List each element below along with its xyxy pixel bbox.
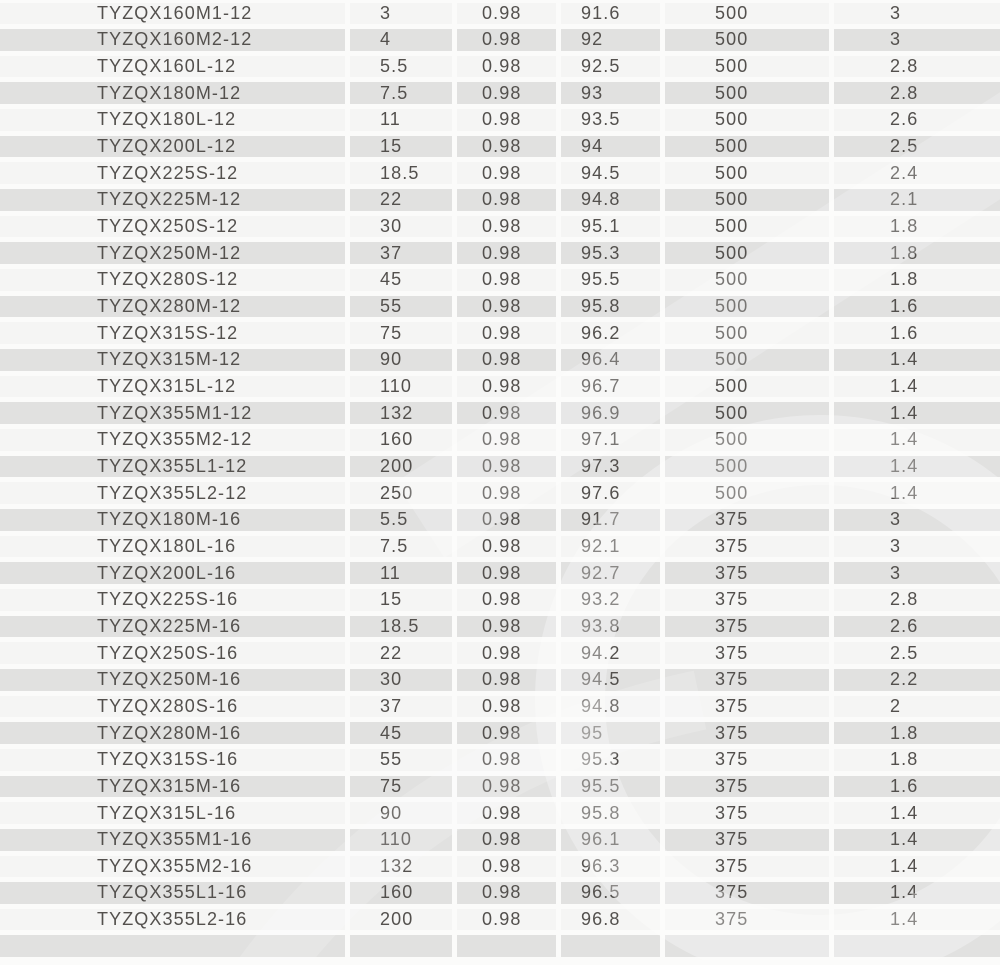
- value-cell: [834, 935, 1000, 957]
- table-row: [0, 453, 1000, 480]
- value-cell: 22: [350, 189, 452, 211]
- value-cell: 500: [665, 349, 829, 371]
- value-cell: 1.8: [834, 242, 1000, 264]
- value-cell: 1.4: [834, 856, 1000, 878]
- value-cell: 500: [665, 56, 829, 78]
- value-cell: 0.98: [457, 136, 556, 158]
- value-cell: 94.5: [561, 162, 660, 184]
- table-row: [0, 826, 1000, 853]
- value-cell: 75: [350, 776, 452, 798]
- value-cell: 110: [350, 829, 452, 851]
- model-cell: TYZQX225M-12: [0, 189, 345, 211]
- model-cell: TYZQX280S-12: [0, 269, 345, 291]
- value-cell: 1.8: [834, 722, 1000, 744]
- value-cell: 45: [350, 722, 452, 744]
- value-cell: 2.8: [834, 589, 1000, 611]
- value-cell: 2: [834, 696, 1000, 718]
- value-cell: 1.4: [834, 482, 1000, 504]
- model-cell: TYZQX355M1-12: [0, 402, 345, 424]
- value-cell: 96.1: [561, 829, 660, 851]
- value-cell: 92.7: [561, 562, 660, 584]
- table-row: [0, 187, 1000, 214]
- model-cell: TYZQX315L-12: [0, 376, 345, 398]
- value-cell: 93.5: [561, 109, 660, 131]
- value-cell: 0.98: [457, 749, 556, 771]
- value-cell: 7.5: [350, 82, 452, 104]
- value-cell: 0.98: [457, 642, 556, 664]
- value-cell: 0.98: [457, 776, 556, 798]
- value-cell: 2.4: [834, 162, 1000, 184]
- value-cell: 1.4: [834, 349, 1000, 371]
- value-cell: 250: [350, 482, 452, 504]
- value-cell: 375: [665, 856, 829, 878]
- value-cell: 500: [665, 376, 829, 398]
- value-cell: 94.8: [561, 189, 660, 211]
- value-cell: 500: [665, 482, 829, 504]
- value-cell: 92.5: [561, 56, 660, 78]
- value-cell: 1.4: [834, 909, 1000, 931]
- value-cell: 0.98: [457, 482, 556, 504]
- model-cell: TYZQX180L-12: [0, 109, 345, 131]
- value-cell: 0.98: [457, 402, 556, 424]
- model-cell: TYZQX180L-16: [0, 536, 345, 558]
- value-cell: 500: [665, 109, 829, 131]
- value-cell: 18.5: [350, 616, 452, 638]
- table-row: [0, 80, 1000, 107]
- value-cell: 0.98: [457, 56, 556, 78]
- model-cell: TYZQX160M2-12: [0, 29, 345, 51]
- value-cell: 30: [350, 669, 452, 691]
- value-cell: 0.98: [457, 589, 556, 611]
- table-row: [0, 533, 1000, 560]
- value-cell: 3: [834, 3, 1000, 25]
- table-row: [0, 427, 1000, 454]
- table-row: [0, 373, 1000, 400]
- value-cell: 3: [834, 509, 1000, 531]
- value-cell: 3: [834, 536, 1000, 558]
- value-cell: 160: [350, 429, 452, 451]
- table-row: [0, 506, 1000, 533]
- value-cell: 500: [665, 242, 829, 264]
- table-row: [0, 27, 1000, 54]
- value-cell: 0.98: [457, 216, 556, 238]
- value-cell: 500: [665, 189, 829, 211]
- table-row: [0, 240, 1000, 267]
- value-cell: 500: [665, 82, 829, 104]
- value-cell: 95: [561, 722, 660, 744]
- value-cell: 2.6: [834, 616, 1000, 638]
- table-row: [0, 933, 1000, 960]
- value-cell: 95.8: [561, 296, 660, 318]
- value-cell: 375: [665, 722, 829, 744]
- model-cell: TYZQX160M1-12: [0, 3, 345, 25]
- value-cell: 7.5: [350, 536, 452, 558]
- value-cell: 0.98: [457, 722, 556, 744]
- value-cell: 93: [561, 82, 660, 104]
- model-cell: TYZQX355L1-12: [0, 456, 345, 478]
- value-cell: 4: [350, 29, 452, 51]
- value-cell: 0.98: [457, 3, 556, 25]
- value-cell: 96.2: [561, 322, 660, 344]
- value-cell: 1.4: [834, 456, 1000, 478]
- value-cell: 375: [665, 536, 829, 558]
- model-cell: TYZQX225S-12: [0, 162, 345, 184]
- model-cell: TYZQX200L-12: [0, 136, 345, 158]
- model-cell: TYZQX355L1-16: [0, 882, 345, 904]
- value-cell: 0.98: [457, 909, 556, 931]
- value-cell: 96.5: [561, 882, 660, 904]
- model-cell: TYZQX355M1-16: [0, 829, 345, 851]
- value-cell: 500: [665, 322, 829, 344]
- value-cell: 95.5: [561, 269, 660, 291]
- value-cell: 375: [665, 749, 829, 771]
- value-cell: 500: [665, 402, 829, 424]
- model-cell: TYZQX315S-12: [0, 322, 345, 344]
- table-row: [0, 640, 1000, 667]
- value-cell: 1.6: [834, 776, 1000, 798]
- table-row: [0, 773, 1000, 800]
- value-cell: 0.98: [457, 376, 556, 398]
- value-cell: [561, 935, 660, 957]
- value-cell: 94.2: [561, 642, 660, 664]
- table-row: [0, 720, 1000, 747]
- value-cell: 96.9: [561, 402, 660, 424]
- value-cell: 0.98: [457, 829, 556, 851]
- value-cell: 30: [350, 216, 452, 238]
- value-cell: 18.5: [350, 162, 452, 184]
- value-cell: 2.8: [834, 56, 1000, 78]
- value-cell: 5.5: [350, 56, 452, 78]
- value-cell: 95.8: [561, 802, 660, 824]
- value-cell: 375: [665, 882, 829, 904]
- value-cell: 1.4: [834, 829, 1000, 851]
- model-cell: TYZQX250S-12: [0, 216, 345, 238]
- model-cell: TYZQX280M-16: [0, 722, 345, 744]
- value-cell: 500: [665, 296, 829, 318]
- value-cell: 93.8: [561, 616, 660, 638]
- value-cell: 3: [834, 562, 1000, 584]
- value-cell: 110: [350, 376, 452, 398]
- model-cell: TYZQX225S-16: [0, 589, 345, 611]
- model-cell: TYZQX250S-16: [0, 642, 345, 664]
- table-row: [0, 853, 1000, 880]
- value-cell: 55: [350, 749, 452, 771]
- value-cell: 2.1: [834, 189, 1000, 211]
- value-cell: 1.4: [834, 376, 1000, 398]
- table-row: [0, 293, 1000, 320]
- value-cell: 1.4: [834, 802, 1000, 824]
- value-cell: 93.2: [561, 589, 660, 611]
- value-cell: 160: [350, 882, 452, 904]
- value-cell: 0.98: [457, 802, 556, 824]
- value-cell: 375: [665, 669, 829, 691]
- value-cell: 2.6: [834, 109, 1000, 131]
- value-cell: 500: [665, 3, 829, 25]
- value-cell: 1.4: [834, 429, 1000, 451]
- value-cell: 1.6: [834, 322, 1000, 344]
- model-cell: TYZQX180M-12: [0, 82, 345, 104]
- value-cell: 1.4: [834, 402, 1000, 424]
- value-cell: 375: [665, 776, 829, 798]
- value-cell: 0.98: [457, 536, 556, 558]
- value-cell: 1.8: [834, 269, 1000, 291]
- value-cell: 375: [665, 616, 829, 638]
- value-cell: 500: [665, 269, 829, 291]
- table-row: [0, 347, 1000, 374]
- table-row: [0, 133, 1000, 160]
- value-cell: 2.2: [834, 669, 1000, 691]
- value-cell: 95.5: [561, 776, 660, 798]
- value-cell: 95.1: [561, 216, 660, 238]
- value-cell: 0.98: [457, 269, 556, 291]
- model-cell: TYZQX315S-16: [0, 749, 345, 771]
- table-row: [0, 213, 1000, 240]
- value-cell: [457, 935, 556, 957]
- value-cell: [350, 935, 452, 957]
- value-cell: 500: [665, 29, 829, 51]
- value-cell: 55: [350, 296, 452, 318]
- model-cell: TYZQX250M-12: [0, 242, 345, 264]
- value-cell: 94.5: [561, 669, 660, 691]
- value-cell: 11: [350, 109, 452, 131]
- value-cell: 2.5: [834, 136, 1000, 158]
- value-cell: 96.7: [561, 376, 660, 398]
- model-cell: TYZQX355L2-12: [0, 482, 345, 504]
- value-cell: 500: [665, 456, 829, 478]
- model-cell: TYZQX180M-16: [0, 509, 345, 531]
- value-cell: 95.3: [561, 749, 660, 771]
- table-row: [0, 560, 1000, 587]
- model-cell: TYZQX355L2-16: [0, 909, 345, 931]
- value-cell: 375: [665, 562, 829, 584]
- model-cell: TYZQX250M-16: [0, 669, 345, 691]
- model-cell: TYZQX315L-16: [0, 802, 345, 824]
- model-cell: TYZQX315M-12: [0, 349, 345, 371]
- table-row: [0, 160, 1000, 187]
- value-cell: 1.8: [834, 749, 1000, 771]
- value-cell: 500: [665, 216, 829, 238]
- value-cell: 96.8: [561, 909, 660, 931]
- value-cell: 15: [350, 589, 452, 611]
- model-cell: TYZQX355M2-12: [0, 429, 345, 451]
- value-cell: 0.98: [457, 349, 556, 371]
- value-cell: 500: [665, 162, 829, 184]
- value-cell: 200: [350, 909, 452, 931]
- model-cell: TYZQX200L-16: [0, 562, 345, 584]
- value-cell: 375: [665, 696, 829, 718]
- table-row: [0, 800, 1000, 827]
- value-cell: 132: [350, 402, 452, 424]
- value-cell: 375: [665, 802, 829, 824]
- value-cell: 1.8: [834, 216, 1000, 238]
- value-cell: 90: [350, 349, 452, 371]
- value-cell: 1.4: [834, 882, 1000, 904]
- table-row: [0, 267, 1000, 294]
- value-cell: 37: [350, 696, 452, 718]
- value-cell: 0.98: [457, 162, 556, 184]
- value-cell: 0.98: [457, 29, 556, 51]
- value-cell: 11: [350, 562, 452, 584]
- value-cell: 92: [561, 29, 660, 51]
- value-cell: 200: [350, 456, 452, 478]
- value-cell: 132: [350, 856, 452, 878]
- table-row: [0, 613, 1000, 640]
- model-cell: TYZQX280S-16: [0, 696, 345, 718]
- value-cell: 0.98: [457, 562, 556, 584]
- table-row: [0, 320, 1000, 347]
- value-cell: 2.5: [834, 642, 1000, 664]
- value-cell: 95.3: [561, 242, 660, 264]
- value-cell: 375: [665, 642, 829, 664]
- value-cell: 0.98: [457, 189, 556, 211]
- value-cell: 0.98: [457, 109, 556, 131]
- table-row: [0, 107, 1000, 134]
- value-cell: 91.7: [561, 509, 660, 531]
- value-cell: 0.98: [457, 322, 556, 344]
- value-cell: 92.1: [561, 536, 660, 558]
- value-cell: 3: [350, 3, 452, 25]
- value-cell: 15: [350, 136, 452, 158]
- value-cell: 375: [665, 589, 829, 611]
- value-cell: 97.6: [561, 482, 660, 504]
- value-cell: 94: [561, 136, 660, 158]
- table-row: [0, 586, 1000, 613]
- model-cell: TYZQX315M-16: [0, 776, 345, 798]
- value-cell: [665, 935, 829, 957]
- value-cell: 500: [665, 429, 829, 451]
- value-cell: 94.8: [561, 696, 660, 718]
- value-cell: 375: [665, 509, 829, 531]
- value-cell: 0.98: [457, 296, 556, 318]
- value-cell: 0.98: [457, 696, 556, 718]
- value-cell: 0.98: [457, 509, 556, 531]
- model-cell: [0, 935, 345, 957]
- value-cell: 375: [665, 829, 829, 851]
- table-row: [0, 53, 1000, 80]
- table-row: [0, 906, 1000, 933]
- value-cell: 5.5: [350, 509, 452, 531]
- model-cell: TYZQX225M-16: [0, 616, 345, 638]
- value-cell: 0.98: [457, 242, 556, 264]
- table-row: [0, 746, 1000, 773]
- value-cell: 96.3: [561, 856, 660, 878]
- table-row: [0, 880, 1000, 907]
- value-cell: 91.6: [561, 3, 660, 25]
- table-row: [0, 666, 1000, 693]
- value-cell: 22: [350, 642, 452, 664]
- value-cell: 0.98: [457, 456, 556, 478]
- model-cell: TYZQX355M2-16: [0, 856, 345, 878]
- model-cell: TYZQX160L-12: [0, 56, 345, 78]
- value-cell: 97.1: [561, 429, 660, 451]
- value-cell: 0.98: [457, 82, 556, 104]
- value-cell: 96.4: [561, 349, 660, 371]
- value-cell: 2.8: [834, 82, 1000, 104]
- table-row: [0, 693, 1000, 720]
- value-cell: 500: [665, 136, 829, 158]
- value-cell: 375: [665, 909, 829, 931]
- value-cell: 45: [350, 269, 452, 291]
- value-cell: 37: [350, 242, 452, 264]
- value-cell: 0.98: [457, 429, 556, 451]
- value-cell: 75: [350, 322, 452, 344]
- table-row: [0, 480, 1000, 507]
- table-row: [0, 0, 1000, 27]
- value-cell: 90: [350, 802, 452, 824]
- model-cell: TYZQX280M-12: [0, 296, 345, 318]
- value-cell: 1.6: [834, 296, 1000, 318]
- value-cell: 0.98: [457, 616, 556, 638]
- table-row: [0, 400, 1000, 427]
- value-cell: 0.98: [457, 856, 556, 878]
- value-cell: 0.98: [457, 882, 556, 904]
- value-cell: 97.3: [561, 456, 660, 478]
- value-cell: 3: [834, 29, 1000, 51]
- value-cell: 0.98: [457, 669, 556, 691]
